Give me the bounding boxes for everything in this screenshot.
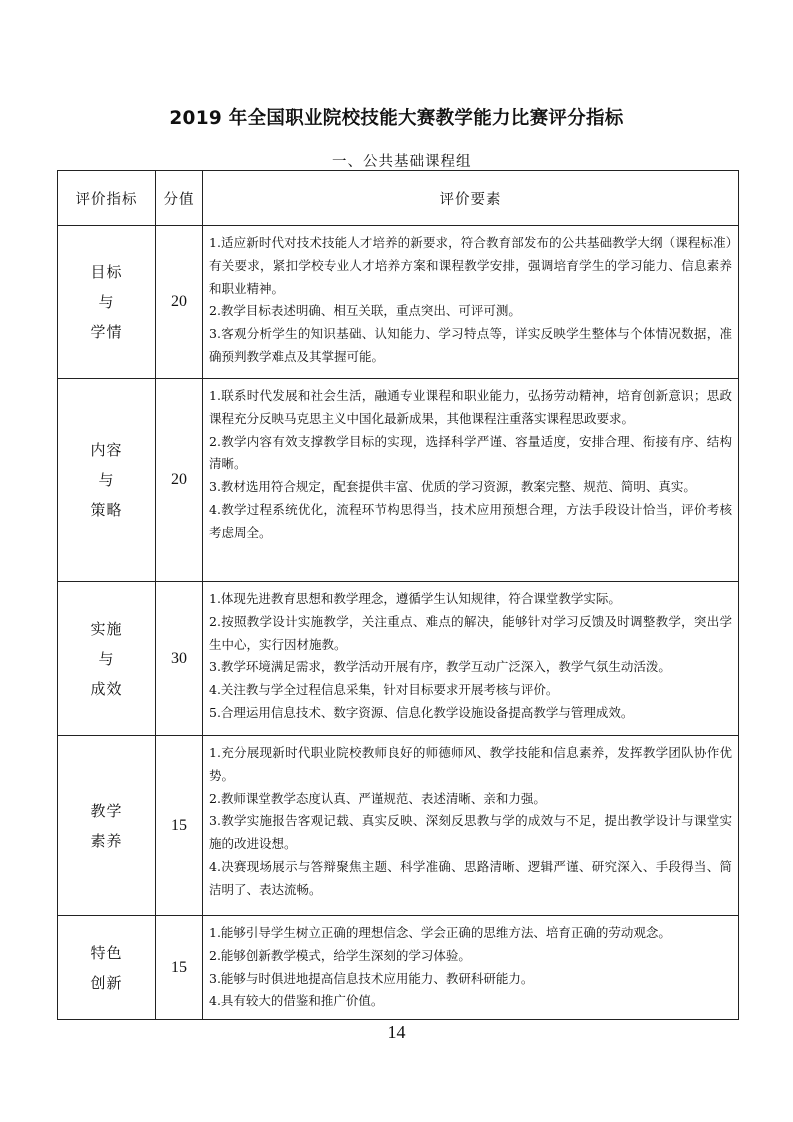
indicator-line: 与: [98, 471, 115, 489]
score-cell: 20: [156, 226, 203, 379]
list-item: 4.教学过程系统优化，流程环节构思得当，技术应用预想合理，方法手段设计恰当，评价考核考虑周全。: [209, 501, 732, 540]
indicator-cell: [58, 582, 156, 736]
indicator-line: 内容: [90, 441, 123, 459]
page-number: 14: [387, 1022, 406, 1042]
list-item: 1.能够引导学生树立正确的理想信念、学会正确的思维方法、培育正确的劳动观念。: [209, 925, 671, 940]
table-row: [58, 379, 739, 582]
indicator-line: 目标: [90, 263, 123, 281]
scoring-criteria-table: [57, 170, 739, 1020]
indicator-cell: [58, 736, 156, 916]
indicator-line: 实施: [90, 619, 123, 638]
header-indicator: 评价指标: [58, 171, 156, 226]
score-cell: 15: [156, 916, 203, 1020]
elements-cell: [203, 916, 739, 1020]
indicator-line: 与: [98, 649, 115, 668]
indicator-line: 教学: [90, 801, 123, 820]
list-item: 3.教材选用符合规定，配套提供丰富、优质的学习资源，教案完整、规范、简明、真实。: [209, 479, 696, 495]
list-item: 4.关注教与学全过程信息采集，针对目标要求开展考核与评价。: [209, 682, 559, 698]
list-item: 1.联系时代发展和社会生活，融通专业课程和职业能力，弘扬劳动精神，培育创新意识；思政课程充分反映马克思主义中国化最新成果，其他课程注重落实课程思政要求。: [209, 388, 732, 426]
indicator-line: 策略: [90, 501, 123, 519]
indicator-line: 学情: [90, 323, 123, 341]
list-item: 2.能够创新教学模式，给学生深刻的学习体验。: [209, 947, 471, 963]
elements-cell: [203, 582, 739, 736]
score-cell: 20: [156, 379, 203, 582]
indicator-line: 创新: [90, 973, 123, 992]
list-item: 5.合理运用信息技术、数字资源、信息化教学设施设备提高教学与管理成效。: [209, 704, 634, 720]
header-score: 分值: [156, 171, 203, 226]
indicator-line: 与: [98, 293, 115, 311]
list-item: 1.适应新时代对技术技能人才培养的新要求，符合教育部发布的公共基础教学大纲（课程标准）有关要求，紧扣学校专业人才培养方案和课程教学安排，强调培育学生的学习能力、信息素养和职业精神。: [209, 235, 732, 296]
document-title: 2019 年全国职业院校技能大赛教学能力比赛评分指标: [169, 108, 624, 129]
list-item: 3.客观分析学生的知识基础、认知能力、学习特点等，详实反映学生整体与个体情况数据，准确预判教学难点及其掌握可能。: [209, 326, 732, 364]
indicator-line: 素养: [90, 831, 123, 850]
table-row: [58, 226, 739, 379]
table-row: [58, 582, 739, 736]
score-cell: 30: [156, 582, 203, 736]
header-elements: 评价要素: [203, 171, 739, 226]
elements-cell: [203, 379, 739, 582]
elements-cell: [203, 736, 739, 916]
score-cell: 15: [156, 736, 203, 916]
table-row: [58, 916, 739, 1020]
list-item: 2.按照教学设计实施教学，关注重点、难点的解决，能够针对学习反馈及时调整教学，突出学生中心，实行因材施教。: [209, 613, 732, 652]
table-row: [58, 736, 739, 916]
list-item: 1.充分展现新时代职业院校教师良好的师德师风、教学技能和信息素养，发挥教学团队协作优势。: [209, 745, 732, 783]
list-item: 3.能够与时俱进地提高信息技术应用能力、教研科研能力。: [209, 970, 534, 986]
indicator-cell: [58, 916, 156, 1020]
list-item: 2.教师课堂教学态度认真、严谨规范、表述清晰、亲和力强。: [209, 790, 546, 806]
list-item: 4.决赛现场展示与答辩聚焦主题、科学准确、思路清晰、逻辑严谨、研究深入、手段得当、简洁明了、表达流畅。: [209, 858, 732, 897]
list-item: 2.教学内容有效支撑教学目标的实现，选择科学严谨、容量适度，安排合理、衔接有序、结构清晰。: [209, 433, 732, 472]
indicator-cell: [58, 379, 156, 582]
list-item: 3.教学实施报告客观记载、真实反映、深刻反思教与学的成效与不足，提出教学设计与课堂实施的改进设想。: [209, 813, 732, 852]
section-subtitle: 一、公共基础课程组: [332, 154, 472, 170]
list-item: 1.体现先进教育思想和教学理念，遵循学生认知规律，符合课堂教学实际。: [209, 591, 621, 606]
indicator-line: 成效: [90, 679, 123, 698]
indicator-line: 特色: [90, 943, 123, 962]
elements-cell: [203, 226, 739, 379]
table-header-row: [58, 171, 739, 226]
list-item: 2.教学目标表述明确、相互关联，重点突出、可评可测。: [209, 303, 521, 319]
indicator-cell: [58, 226, 156, 379]
list-item: 4.具有较大的借鉴和推广价值。: [209, 993, 384, 1009]
list-item: 3.教学环境满足需求，教学活动开展有序，教学互动广泛深入，教学气氛生动活泼。: [209, 659, 671, 675]
